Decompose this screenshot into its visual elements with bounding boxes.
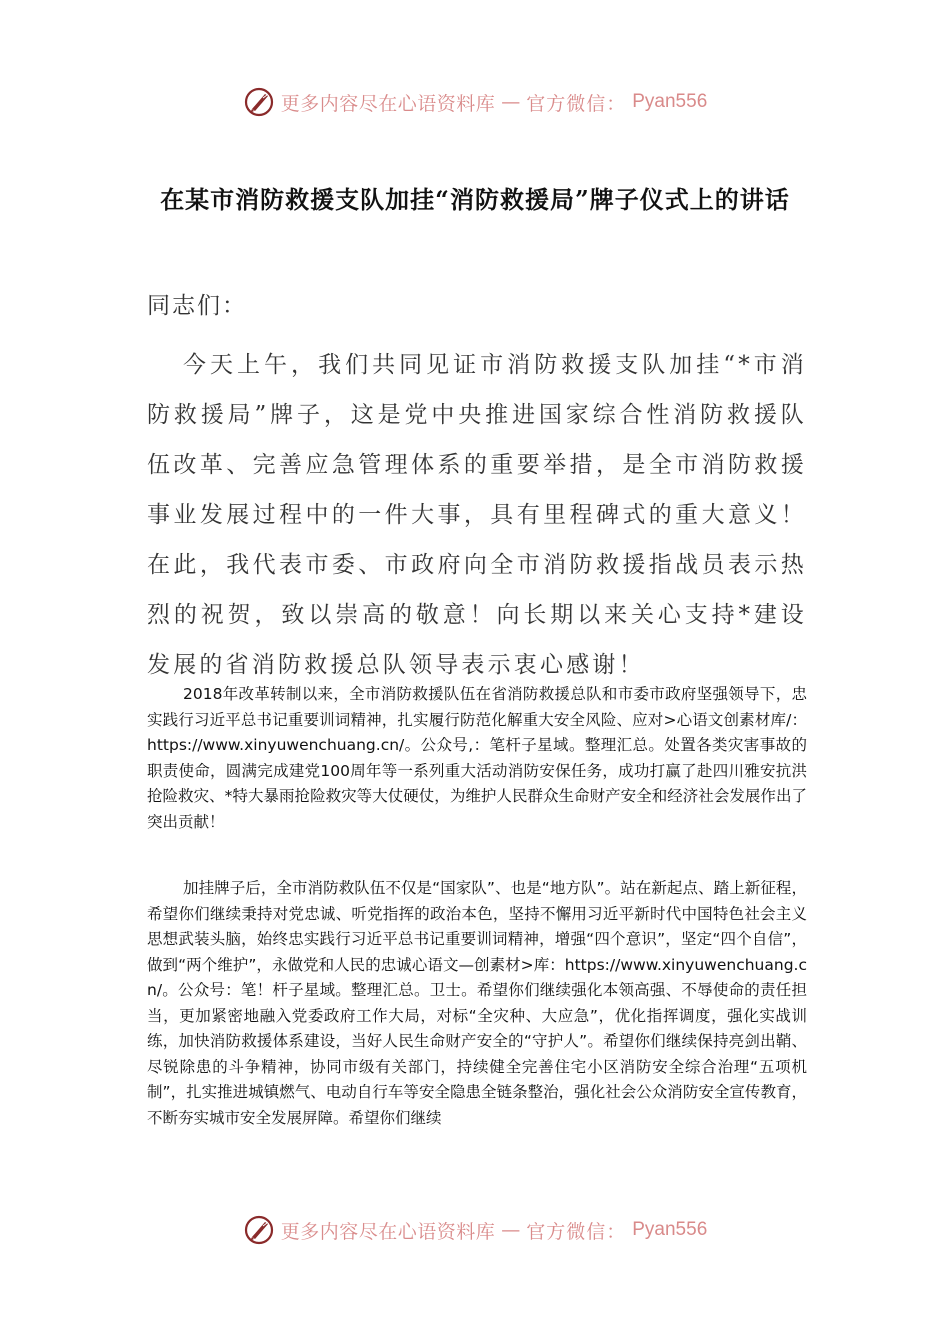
lead-paragraph: 今天上午，我们共同见证市消防救援支队加挂“*市消防救援局”牌子，这是党中央推进国家综合性消防救援队伍改革、完善应急管理体系的重要举措，是全市消防救援事业发展过程中的一件大事，具有里程碑式的重大意义！在此，我代表市委、市政府向全市消防救援指战员表示热烈的祝贺，致以崇高的敬意！向长期以来关心支持*建设发展的省消防救援总队领导表示衷心感谢！ [147, 352, 807, 678]
body-paragraph-1: 2018年改革转制以来，全市消防救援队伍在省消防救援总队和市委市政府坚强领导下，忠实践行习近平总书记重要训词精神，扎实履行防范化解重大安全风险、应对>心语文创素材库/：https://www.xinyuwenchuang.cn/。公众号,：笔杆子星域。整理汇总。处置各类灾害事故的职责使命，圆满完成建党100周年等一系列重大活动消防安保任务，成功打赢了赴四川雅安抗洪抢险救灾、*特大暴雨抢险救灾等大仗硬仗，为维护人民群众生命财产安全和经济社会发展作出了突出贡献！ [147, 685, 807, 831]
quill-pen-icon [243, 1214, 275, 1246]
footer-banner [0, 1210, 950, 1250]
banner-contact-handle: Pyan556 [632, 1219, 708, 1240]
document-title: 在某市消防救援支队加挂“消防救援局”牌子仪式上的讲话 [160, 185, 790, 214]
banner-slogan: 更多内容尽在心语资料库 [280, 1220, 496, 1243]
banner-contact-label: 官方微信： [526, 1220, 627, 1243]
banner-slogan: 更多内容尽在心语资料库 [280, 92, 496, 115]
quill-pen-icon [243, 86, 275, 118]
banner-separator: — [501, 91, 521, 113]
salutation: 同志们： [147, 293, 247, 319]
header-banner [0, 82, 950, 122]
banner-contact-handle: Pyan556 [632, 91, 708, 112]
banner-separator: — [501, 1219, 521, 1241]
body-paragraph-2: 加挂牌子后，全市消防救队伍不仅是“国家队”、也是“地方队”。站在新起点、踏上新征程，希望你们继续秉持对党忠诚、听党指挥的政治本色，坚持不懈用习近平新时代中国特色社会主义思想武装头脑，始终忠实践行习近平总书记重要训词精神，增强“四个意识”，坚定“四个自信”，做到“两个维护”，永做党和人民的忠诚心语文—创素材>库：https://www.xinyuwenchuang.cn/。公众号：笔！杆子星域。整理汇总。卫士。希望你们继续强化本领高强、不辱使命的责任担当，更加紧密地融入党委政府工作大局，对标“全灾种、大应急”，优化指挥调度，强化实战训练，加快消防救援体系建设，当好人民生命财产安全的“守护人”。希望你们继续保持亮剑出鞘、尽锐除患的斗争精神，协同市级有关部门，持续健全完善住宅小区消防安全综合治理“五项机制”，扎实推进城镇燃气、电动自行车等安全隐患全链条整治，强化社会公众消防安全宣传教育，不断夯实城市安全发展屏障。希望你们继续 [147, 879, 807, 1127]
banner-contact-label: 官方微信： [526, 92, 627, 115]
